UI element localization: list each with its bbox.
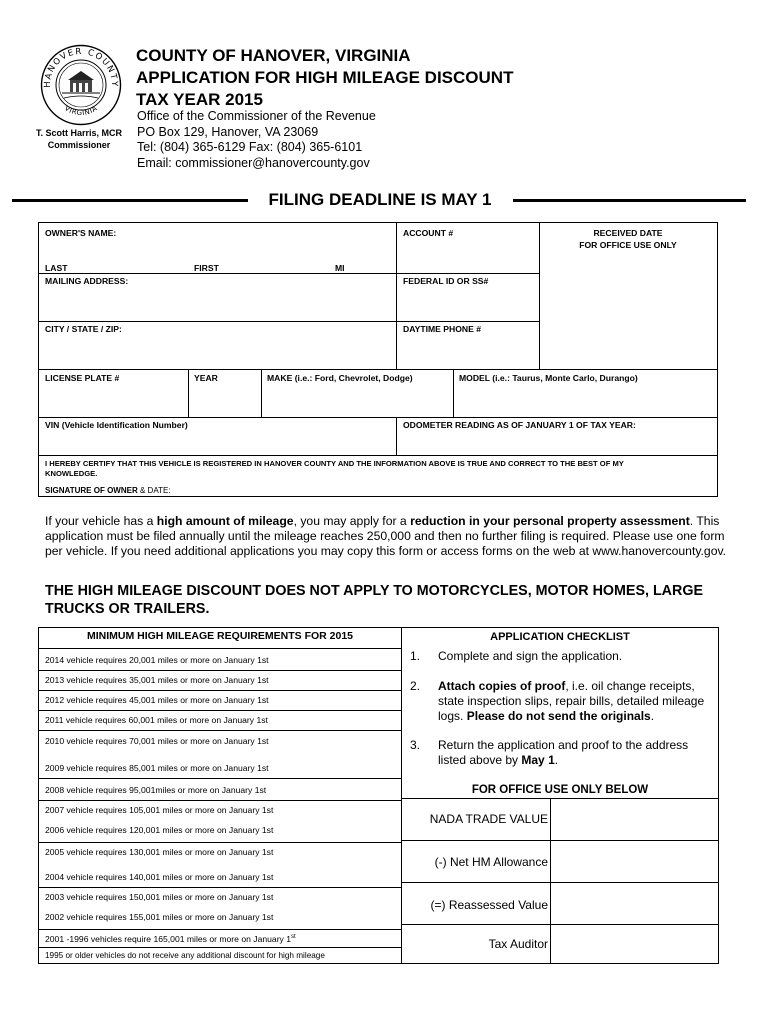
table-line [39, 778, 401, 779]
item-plain: . [650, 709, 655, 723]
application-form [38, 222, 718, 497]
office-use-label: FOR OFFICE USE ONLY [579, 240, 677, 250]
form-line [39, 455, 717, 456]
year-field[interactable]: YEAR [194, 373, 218, 383]
table-line [39, 648, 401, 649]
table-row: 2011 vehicle requires 60,001 miles or more on January 1st [45, 715, 268, 725]
tax-auditor-label: Tax Auditor [488, 937, 548, 951]
item-text [438, 679, 710, 724]
item-bold: Attach copies of proof [438, 679, 566, 693]
form-line [396, 223, 397, 369]
table-line [402, 924, 718, 925]
form-line [396, 417, 397, 455]
svg-text:VIRGINIA: VIRGINIA [63, 104, 99, 118]
last-name-label: LAST [45, 263, 68, 273]
table-row: 1995 or older vehicles do not receive any additional discount for high mileage [45, 951, 325, 960]
intro-text: If your vehicle has a [45, 514, 157, 528]
mileage-requirements-table [38, 627, 402, 964]
date-label: & DATE: [139, 486, 171, 495]
table-row: 2012 vehicle requires 45,001 miles or more on January 1st [45, 695, 269, 705]
county-title: COUNTY OF HANOVER, VIRGINIA [136, 46, 411, 65]
table-row: 2005 vehicle requires 130,001 miles or more on January 1st [45, 847, 274, 857]
reassessed-value-label: (=) Reassessed Value [430, 898, 548, 912]
table-row-text: 2001 -1996 vehicles require 165,001 miles or more on January 1 [45, 934, 292, 944]
daytime-phone-field[interactable]: DAYTIME PHONE # [403, 324, 481, 334]
mailing-address-field[interactable]: MAILING ADDRESS: [45, 276, 129, 286]
nada-trade-value-label: NADA TRADE VALUE [429, 812, 548, 826]
table-line [39, 690, 401, 691]
form-line [188, 369, 189, 417]
table-row: 2008 vehicle requires 95,001miles or more on January 1st [45, 785, 267, 795]
requirements-title: MINIMUM HIGH MILEAGE REQUIREMENTS FOR 2015 [86, 630, 354, 642]
item-bold: Please do not send the originals [466, 709, 651, 723]
office-name: Office of the Commissioner of the Revenue [137, 109, 376, 123]
table-row: 2002 vehicle requires 155,001 miles or more on January 1st [45, 912, 274, 922]
table-line [402, 840, 718, 841]
table-row: 2009 vehicle requires 85,001 miles or more on January 1st [45, 763, 269, 773]
checklist-title: APPLICATION CHECKLIST [490, 631, 630, 643]
item-plain: . [554, 753, 559, 767]
table-line [39, 947, 401, 948]
table-line [39, 710, 401, 711]
vin-field[interactable]: VIN (Vehicle Identification Number) [45, 420, 188, 430]
ordinal-suffix: st [291, 934, 296, 941]
county-seal-logo [40, 44, 122, 126]
signature-field[interactable] [45, 485, 171, 496]
table-line [39, 842, 401, 843]
table-line [39, 730, 401, 731]
make-field[interactable]: MAKE (i.e.: Ford, Chevrolet, Dodge) [267, 373, 413, 383]
form-line [261, 369, 262, 417]
item-number: 2. [410, 679, 421, 693]
received-date-label: RECEIVED DATE [593, 228, 663, 238]
form-line [39, 369, 717, 370]
exclusion-warning: THE HIGH MILEAGE DISCOUNT DOES NOT APPLY TO MOTORCYCLES, MOTOR HOMES, LARGE TRUCKS OR TRAILERS. [45, 583, 703, 617]
item-number: 1. [410, 649, 421, 663]
office-phone: Tel: (804) 365-6129 Fax: (804) 365-6101 [137, 140, 363, 154]
signature-label: SIGNATURE OF OWNER [45, 486, 138, 495]
table-line [39, 670, 401, 671]
item-text: Complete and sign the application. [438, 649, 623, 663]
table-row: 2013 vehicle requires 35,001 miles or more on January 1st [45, 675, 269, 685]
odometer-field[interactable]: ODOMETER READING AS OF JANUARY 1 OF TAX YEAR: [403, 420, 636, 430]
office-address: PO Box 129, Hanover, VA 23069 [137, 124, 319, 139]
svg-text:HANOVER COUNTY: HANOVER COUNTY [42, 46, 120, 89]
form-line [453, 369, 454, 417]
item-text [438, 738, 710, 768]
form-line [39, 417, 717, 418]
tax-year-title: TAX YEAR 2015 [136, 90, 263, 109]
intro-bold: high amount of mileage [156, 514, 294, 528]
table-row: 2004 vehicle requires 140,001 miles or more on January 1st [45, 872, 274, 882]
application-title: APPLICATION FOR HIGH MILEAGE DISCOUNT [136, 68, 514, 87]
item-plain: Return the application and proof to the address listed above by [438, 738, 689, 767]
federal-id-field[interactable]: FEDERAL ID OR SS# [403, 276, 489, 286]
intro-text: , you may apply for a [293, 514, 411, 528]
model-field[interactable]: MODEL (i.e.: Taurus, Monte Carlo, Durango) [459, 373, 638, 383]
table-line [39, 800, 401, 801]
table-line [550, 798, 551, 964]
certification-text-end: KNOWLEDGE. [45, 469, 98, 478]
license-plate-field[interactable]: LICENSE PLATE # [45, 373, 120, 383]
intro-paragraph [45, 514, 735, 559]
application-checklist [402, 627, 719, 964]
table-line [402, 798, 718, 799]
first-name-label: FIRST [194, 263, 219, 273]
filing-deadline: FILING DEADLINE IS MAY 1 [268, 190, 492, 209]
item-number: 3. [410, 738, 421, 752]
city-state-zip-field[interactable]: CITY / STATE / ZIP: [45, 324, 122, 334]
table-row: 2007 vehicle requires 105,001 miles or more on January 1st [45, 805, 274, 815]
owners-name-field[interactable]: OWNER'S NAME: [45, 228, 117, 238]
table-row: 2014 vehicle requires 20,001 miles or more on January 1st [45, 655, 269, 665]
table-row [45, 934, 296, 944]
deadline-rule-right [513, 199, 746, 202]
account-number-field[interactable]: ACCOUNT # [403, 228, 454, 238]
table-line [39, 929, 401, 930]
commissioner-name: T. Scott Harris, MCR [35, 128, 122, 138]
table-row: 2003 vehicle requires 150,001 miles or more on January 1st [45, 892, 274, 902]
intro-bold: reduction in your personal property assessment [410, 514, 690, 528]
form-line [39, 273, 539, 274]
table-row: 2010 vehicle requires 70,001 miles or more on January 1st [45, 736, 269, 746]
office-use-title: FOR OFFICE USE ONLY BELOW [471, 784, 649, 796]
certification-text: I HEREBY CERTIFY THAT THIS VEHICLE IS REGISTERED IN HANOVER COUNTY AND THE INFORMATION ABOVE IS TRUE AND CORRECT TO THE BEST OF MY [45, 459, 624, 468]
table-row: 2006 vehicle requires 120,001 miles or more on January 1st [45, 825, 274, 835]
item-bold: May 1 [521, 753, 555, 767]
middle-initial-label: MI [335, 263, 345, 273]
net-hm-allowance-label: (-) Net HM Allowance [434, 855, 548, 869]
table-line [39, 887, 401, 888]
office-email[interactable]: Email: commissioner@hanovercounty.gov [137, 155, 370, 170]
table-line [402, 882, 718, 883]
item-plain: , i.e. oil change receipts, state inspection slips, repair bills, detailed mileage logs. [438, 679, 705, 723]
form-line [39, 321, 539, 322]
intro-text: . This application must be filed annually until the mileage reaches 250,000 and then no further filing is required. Please use one form per vehicle. If you need additional applications you may copy this form or access forms on the web at www.hanovercounty.gov. [45, 514, 727, 558]
deadline-rule-left [12, 199, 248, 202]
commissioner-title: Commissioner [47, 140, 111, 150]
